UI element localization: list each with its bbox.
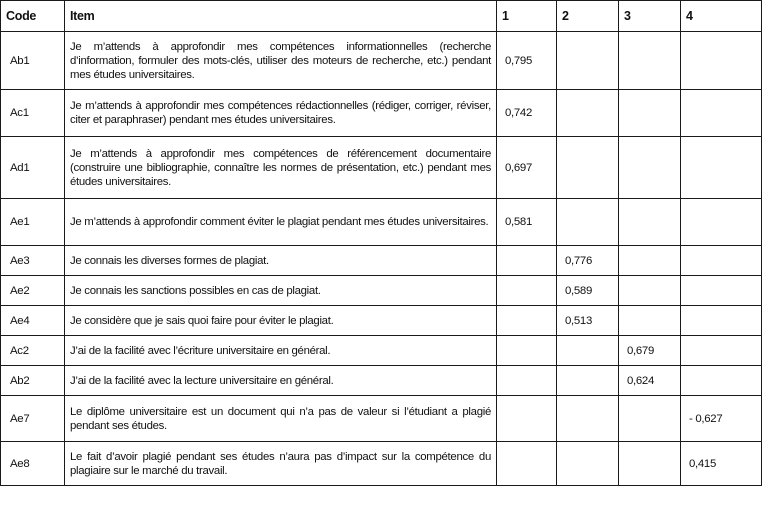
factor-4-cell (681, 336, 762, 366)
table-row (1, 246, 762, 276)
factor-4-cell: - 0,627 (681, 396, 762, 442)
table-row (1, 90, 762, 137)
factor-4-cell (681, 199, 762, 246)
code-cell: Ae2 (1, 276, 65, 306)
factor-1-cell (497, 246, 557, 276)
table-row (1, 276, 762, 306)
code-cell: Ae3 (1, 246, 65, 276)
item-cell: Je connais les sanctions possibles en cas de plagiat. (65, 276, 497, 306)
column-header-factor-4: 4 (681, 1, 762, 32)
table-row (1, 396, 762, 442)
code-cell: Ac2 (1, 336, 65, 366)
factor-4-cell (681, 306, 762, 336)
factor-1-cell (497, 442, 557, 486)
code-cell: Ae4 (1, 306, 65, 336)
factor-3-cell: 0,624 (619, 366, 681, 396)
factor-3-cell (619, 199, 681, 246)
factor-1-cell: 0,697 (497, 137, 557, 199)
item-cell: Je m’attends à approfondir mes compétences de référencement documentaire (construire une bibliographie, connaître les normes de présentation, etc.) pendant mes études universitaires. (65, 137, 497, 199)
factor-1-cell: 0,795 (497, 32, 557, 90)
code-cell: Ab1 (1, 32, 65, 90)
factor-1-cell (497, 306, 557, 336)
factor-1-cell (497, 366, 557, 396)
factor-1-cell (497, 336, 557, 366)
factor-4-cell (681, 276, 762, 306)
item-cell: Le fait d’avoir plagié pendant ses études n’aura pas d’impact sur la compétence du plagiaire sur le marché du travail. (65, 442, 497, 486)
factor-2-cell (557, 199, 619, 246)
factor-2-cell: 0,776 (557, 246, 619, 276)
header-row (1, 1, 762, 32)
column-header-item: Item (65, 1, 497, 32)
factor-2-cell (557, 137, 619, 199)
column-header-factor-3: 3 (619, 1, 681, 32)
code-cell: Ae7 (1, 396, 65, 442)
factor-3-cell (619, 306, 681, 336)
factor-2-cell: 0,513 (557, 306, 619, 336)
code-cell: Ab2 (1, 366, 65, 396)
factor-1-cell: 0,742 (497, 90, 557, 137)
factor-1-cell (497, 276, 557, 306)
table-row (1, 137, 762, 199)
item-cell: J’ai de la facilité avec l’écriture universitaire en général. (65, 336, 497, 366)
factor-3-cell (619, 276, 681, 306)
factor-4-cell: 0,415 (681, 442, 762, 486)
column-header-factor-2: 2 (557, 1, 619, 32)
item-cell: Je connais les diverses formes de plagiat. (65, 246, 497, 276)
factor-3-cell (619, 137, 681, 199)
table-row (1, 199, 762, 246)
factor-3-cell (619, 246, 681, 276)
factor-4-cell (681, 32, 762, 90)
factor-1-cell: 0,581 (497, 199, 557, 246)
factor-2-cell (557, 366, 619, 396)
factor-2-cell (557, 442, 619, 486)
factor-4-cell (681, 137, 762, 199)
factor-1-cell (497, 396, 557, 442)
item-cell: Je m’attends à approfondir mes compétences rédactionnelles (rédiger, corriger, réviser, citer et paraphraser) pendant mes études universitaires. (65, 90, 497, 137)
code-cell: Ae8 (1, 442, 65, 486)
column-header-code: Code (1, 1, 65, 32)
factor-3-cell: 0,679 (619, 336, 681, 366)
code-cell: Ad1 (1, 137, 65, 199)
item-cell: Je m’attends à approfondir mes compétences informationnelles (recherche d’information, formuler des mots-clés, utiliser des moteurs de recherche, etc.) pendant mes études universitaires. (65, 32, 497, 90)
column-header-factor-1: 1 (497, 1, 557, 32)
table-row (1, 336, 762, 366)
factor-2-cell (557, 90, 619, 137)
code-cell: Ae1 (1, 199, 65, 246)
factor-2-cell: 0,589 (557, 276, 619, 306)
item-cell: Je considère que je sais quoi faire pour éviter le plagiat. (65, 306, 497, 336)
item-cell: J’ai de la facilité avec la lecture universitaire en général. (65, 366, 497, 396)
table-row (1, 442, 762, 486)
factor-4-cell (681, 366, 762, 396)
factor-3-cell (619, 396, 681, 442)
factor-2-cell (557, 396, 619, 442)
factor-4-cell (681, 246, 762, 276)
factor-4-cell (681, 90, 762, 137)
factor-3-cell (619, 442, 681, 486)
factor-2-cell (557, 32, 619, 90)
code-cell: Ac1 (1, 90, 65, 137)
factor-3-cell (619, 90, 681, 137)
factor-3-cell (619, 32, 681, 90)
table-row (1, 32, 762, 90)
factor-2-cell (557, 336, 619, 366)
table-row (1, 306, 762, 336)
table-row (1, 366, 762, 396)
item-cell: Je m’attends à approfondir comment éviter le plagiat pendant mes études universitaires. (65, 199, 497, 246)
item-cell: Le diplôme universitaire est un document qui n’a pas de valeur si l’étudiant a plagié pendant ses études. (65, 396, 497, 442)
